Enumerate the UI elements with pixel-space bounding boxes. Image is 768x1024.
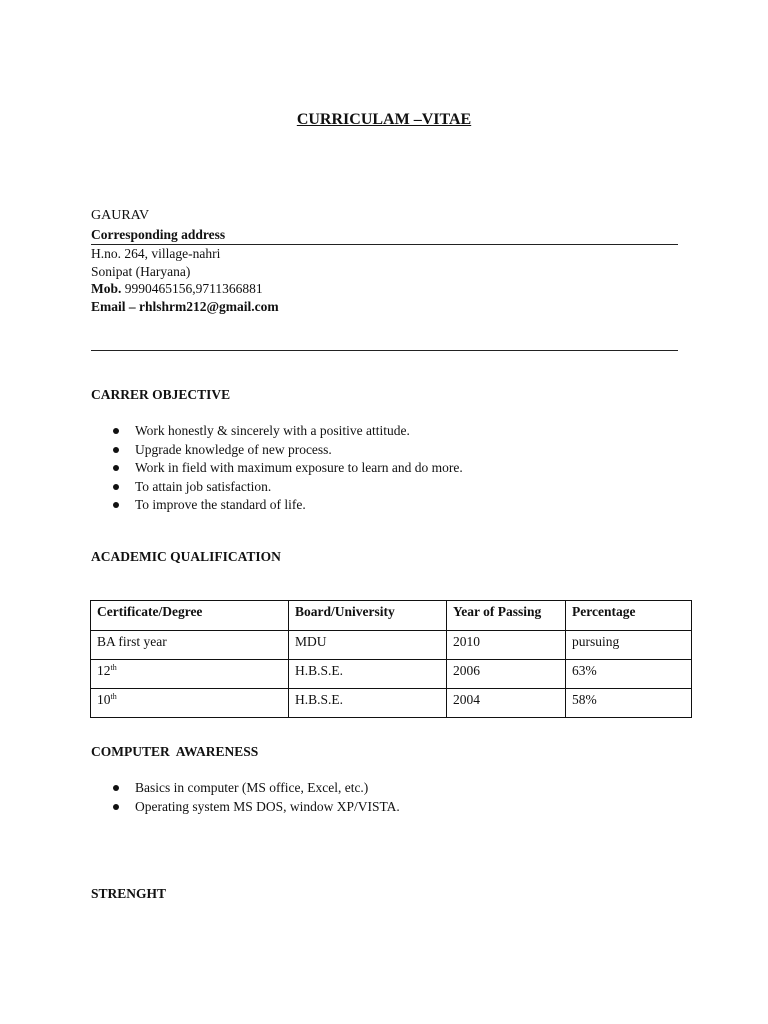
list-item-text: To attain job satisfaction. <box>135 478 272 494</box>
board-cell: MDU <box>289 631 447 660</box>
table-row <box>91 689 692 718</box>
list-item-text: Work in field with maximum exposure to learn and do more. <box>135 460 463 476</box>
list-item-text: Basics in computer (MS office, Excel, etc.) <box>135 780 369 795</box>
table-row <box>91 631 692 660</box>
board-cell: H.B.S.E. <box>289 660 447 689</box>
list-item-text: Upgrade knowledge of new process. <box>135 441 332 457</box>
bullet-icon <box>113 804 119 810</box>
column-header-year: Year of Passing <box>447 601 566 631</box>
mobile-label: Mob. <box>91 281 122 296</box>
candidate-name: GAURAV <box>91 208 150 223</box>
degree-text: BA first year <box>97 634 167 649</box>
degree-superscript: th <box>110 663 117 672</box>
column-header-degree: Certificate/Degree <box>91 601 289 631</box>
list-item <box>113 459 713 478</box>
career-objective-list <box>113 422 713 515</box>
list-item <box>113 478 713 497</box>
degree-cell <box>91 631 289 660</box>
board-cell: H.B.S.E. <box>289 689 447 718</box>
bullet-icon <box>113 484 119 490</box>
percentage-cell: 58% <box>566 689 692 718</box>
academic-table <box>90 600 692 718</box>
computer-awareness-list <box>113 779 713 816</box>
bullet-icon <box>113 785 119 791</box>
list-item <box>113 798 713 817</box>
address-line-1: H.no. 264, village-nahri <box>91 246 221 261</box>
career-objective-heading: CARRER OBJECTIVE <box>91 387 231 402</box>
degree-cell <box>91 660 289 689</box>
address-label: Corresponding address <box>91 227 226 242</box>
list-item <box>113 422 713 441</box>
column-header-percentage: Percentage <box>566 601 692 631</box>
computer-awareness-heading: COMPUTER AWARENESS <box>91 744 259 759</box>
list-item <box>113 779 713 798</box>
bullet-icon <box>113 428 119 434</box>
list-item-text: Operating system MS DOS, window XP/VISTA. <box>135 798 400 814</box>
bullet-icon <box>113 447 119 453</box>
list-item-text: To improve the standard of life. <box>135 497 306 513</box>
address-line-2: Sonipat (Haryana) <box>91 264 191 279</box>
academic-qualification-heading: ACADEMIC QUALIFICATION <box>91 549 281 564</box>
list-item <box>113 496 713 515</box>
year-cell: 2004 <box>447 689 566 718</box>
degree-superscript: th <box>110 692 117 701</box>
table-row <box>91 660 692 689</box>
mobile-numbers: 9990465156,9711366881 <box>121 281 263 296</box>
email-line: Email – rhlshrm212@gmail.com <box>91 299 279 314</box>
degree-text: 10 <box>97 692 111 707</box>
table-header-row <box>91 601 692 631</box>
strength-heading: STRENGHT <box>91 886 167 901</box>
year-cell: 2006 <box>447 660 566 689</box>
list-item <box>113 441 713 460</box>
section-divider <box>91 350 678 351</box>
bullet-icon <box>113 502 119 508</box>
column-header-board: Board/University <box>289 601 447 631</box>
degree-text: 12 <box>97 663 111 678</box>
degree-cell <box>91 689 289 718</box>
document-title: CURRICULAM –VITAE <box>296 111 472 128</box>
percentage-cell: 63% <box>566 660 692 689</box>
percentage-cell: pursuing <box>566 631 692 660</box>
mobile-line <box>91 280 263 298</box>
list-item-text: Work honestly & sincerely with a positive attitude. <box>135 423 410 438</box>
bullet-icon <box>113 465 119 471</box>
year-cell: 2010 <box>447 631 566 660</box>
